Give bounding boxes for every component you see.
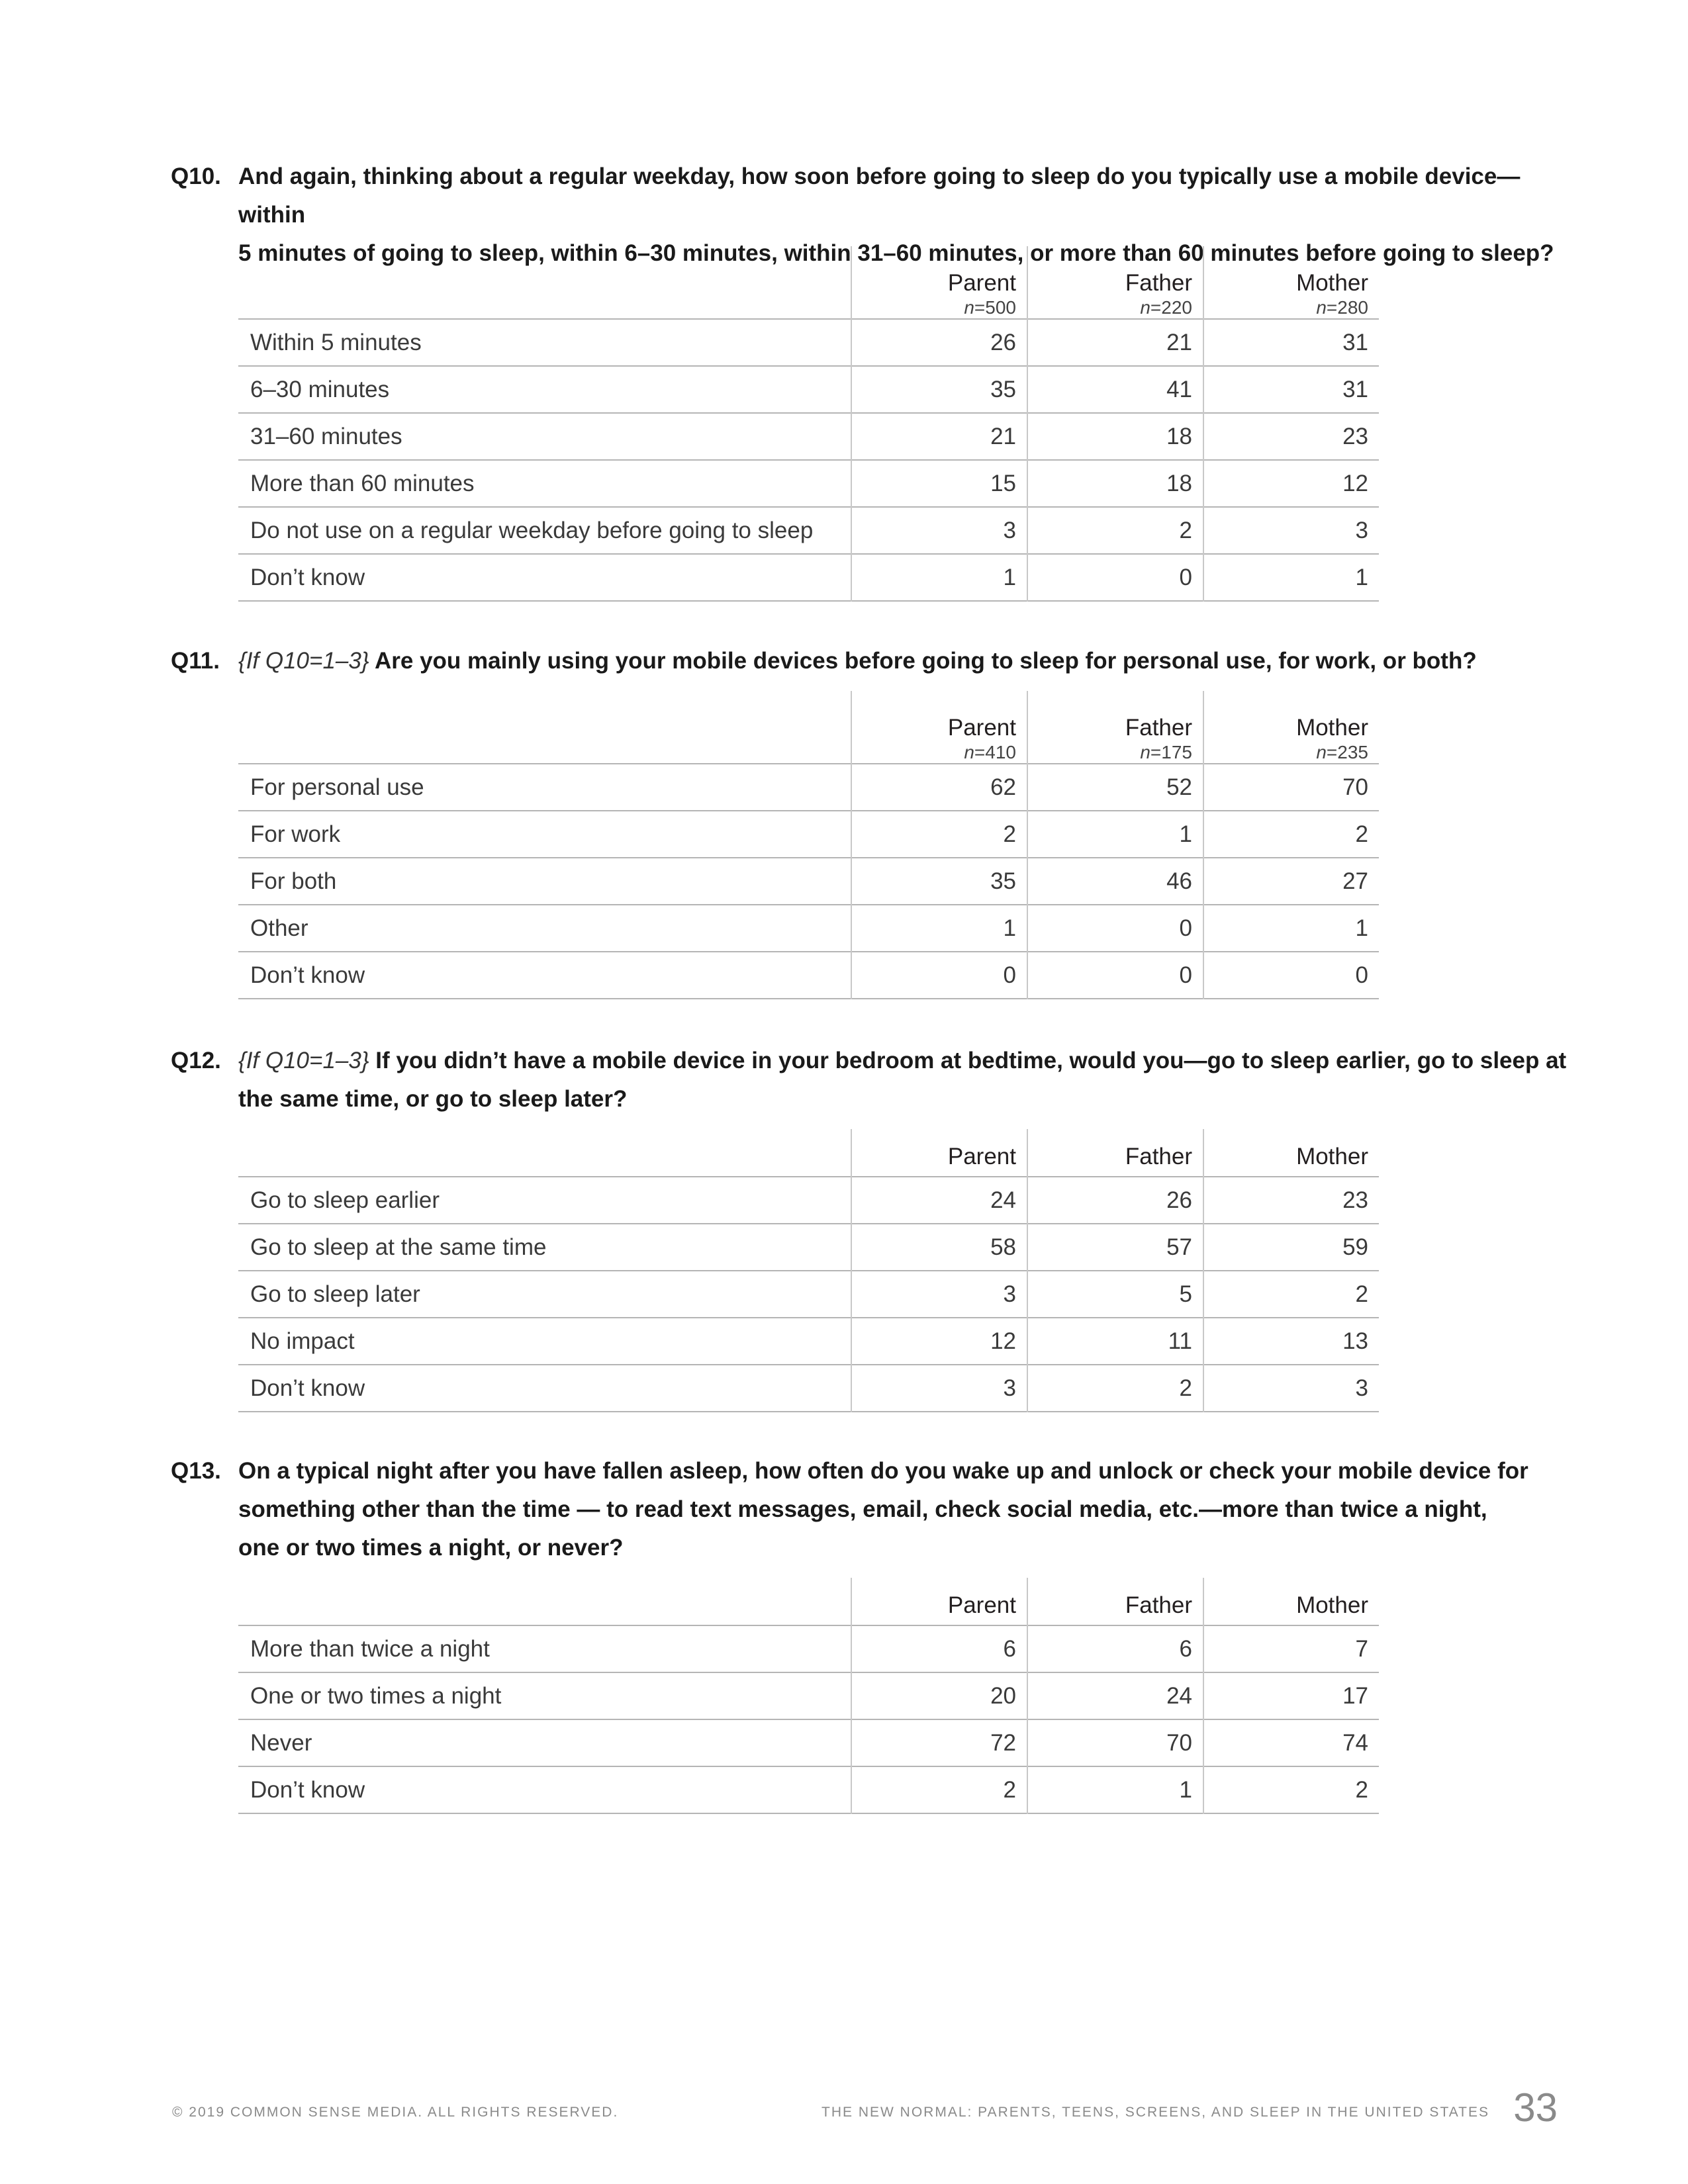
value-parent: 35 xyxy=(851,366,1027,413)
table-row xyxy=(238,319,1379,366)
table-row xyxy=(238,1766,1379,1813)
question-text xyxy=(171,1042,1568,1118)
footer-copyright: © 2019 COMMON SENSE MEDIA. ALL RIGHTS RESERVED. xyxy=(172,2105,619,2120)
value-parent: 72 xyxy=(851,1719,1027,1766)
value-mother: 1 xyxy=(1355,915,1368,941)
value-parent: 58 xyxy=(851,1224,1027,1271)
row-label: Don’t know xyxy=(238,554,851,601)
column-header-father: Father n=175 xyxy=(1027,691,1203,764)
row-label: Go to sleep later xyxy=(238,1271,851,1318)
value-father: 5 xyxy=(1027,1271,1203,1318)
row-label: 31–60 minutes xyxy=(238,413,851,460)
table-row xyxy=(238,811,1379,858)
row-label: Go to sleep at the same time xyxy=(238,1224,851,1271)
column-header-father: Father n=220 xyxy=(1027,246,1203,319)
column-header-parent: Parent xyxy=(851,1578,1027,1625)
question-filter: {If Q10=1–3} xyxy=(238,648,369,674)
question-q13 xyxy=(171,1452,1568,1567)
question-number: Q11. xyxy=(171,648,220,674)
question-number: Q13. xyxy=(171,1458,221,1484)
value-mother: 23 xyxy=(1342,423,1368,449)
value-mother: 74 xyxy=(1342,1729,1368,1756)
row-label: More than twice a night xyxy=(238,1625,851,1672)
value-mother: 27 xyxy=(1342,868,1368,894)
question-q12 xyxy=(171,1042,1568,1118)
row-label: 6–30 minutes xyxy=(238,366,851,413)
table-row xyxy=(238,554,1379,601)
value-father: 0 xyxy=(1027,952,1203,999)
table-row xyxy=(238,1672,1379,1719)
row-label: One or two times a night xyxy=(238,1672,851,1719)
value-parent: 35 xyxy=(851,858,1027,905)
column-header-parent: Parent n=410 xyxy=(851,691,1027,764)
table-row xyxy=(238,460,1379,507)
header-blank xyxy=(238,246,851,319)
value-parent: 21 xyxy=(851,413,1027,460)
value-mother: 70 xyxy=(1342,774,1368,800)
question-number: Q12. xyxy=(171,1048,221,1073)
value-mother: 12 xyxy=(1342,470,1368,496)
value-father: 26 xyxy=(1027,1177,1203,1224)
value-parent: 3 xyxy=(851,1365,1027,1412)
value-father: 57 xyxy=(1027,1224,1203,1271)
row-label: For both xyxy=(238,858,851,905)
question-line: Are you mainly using your mobile devices before going to sleep for personal use, for work, or both? xyxy=(374,648,1477,674)
question-line: the same time, or go to sleep later? xyxy=(238,1086,628,1112)
row-label: Don’t know xyxy=(238,1365,851,1412)
table-row xyxy=(238,1271,1379,1318)
value-father: 11 xyxy=(1027,1318,1203,1365)
column-header-mother: Mother n=280 xyxy=(1296,270,1368,318)
value-father: 0 xyxy=(1027,554,1203,601)
column-header-parent: Parent xyxy=(851,1129,1027,1177)
value-mother: 2 xyxy=(1355,1776,1368,1803)
value-parent: 20 xyxy=(851,1672,1027,1719)
table-row xyxy=(238,905,1379,952)
value-mother: 13 xyxy=(1342,1328,1368,1354)
value-parent: 1 xyxy=(851,554,1027,601)
value-father: 0 xyxy=(1027,905,1203,952)
table-row xyxy=(238,1719,1379,1766)
value-parent: 2 xyxy=(851,811,1027,858)
value-mother: 23 xyxy=(1342,1187,1368,1213)
row-label: Don’t know xyxy=(238,952,851,999)
results-table-q11 xyxy=(238,691,1379,999)
value-parent: 0 xyxy=(851,952,1027,999)
table-row xyxy=(238,1625,1379,1672)
value-mother: 59 xyxy=(1342,1234,1368,1260)
value-parent: 2 xyxy=(851,1766,1027,1813)
value-mother: 7 xyxy=(1355,1635,1368,1662)
row-label: No impact xyxy=(238,1318,851,1365)
value-mother: 0 xyxy=(1355,962,1368,988)
table-row xyxy=(238,366,1379,413)
row-label: Do not use on a regular weekday before going to sleep xyxy=(238,507,851,554)
value-father: 1 xyxy=(1027,811,1203,858)
value-father: 2 xyxy=(1027,507,1203,554)
value-parent: 3 xyxy=(851,1271,1027,1318)
question-line: On a typical night after you have fallen asleep, how often do you wake up and unlock or check your mobile device for xyxy=(238,1458,1528,1484)
value-parent: 15 xyxy=(851,460,1027,507)
column-header-mother: Mother n=235 xyxy=(1296,715,1368,762)
value-mother: 2 xyxy=(1355,821,1368,847)
value-parent: 62 xyxy=(851,764,1027,811)
column-header-parent: Parent n=500 xyxy=(851,246,1027,319)
value-mother: 2 xyxy=(1355,1281,1368,1307)
footer-report-title: THE NEW NORMAL: PARENTS, TEENS, SCREENS, AND SLEEP IN THE UNITED STATES xyxy=(821,2105,1489,2120)
row-label: Within 5 minutes xyxy=(238,319,851,366)
row-label: For personal use xyxy=(238,764,851,811)
row-label: Go to sleep earlier xyxy=(238,1177,851,1224)
value-father: 1 xyxy=(1027,1766,1203,1813)
row-label: For work xyxy=(238,811,851,858)
value-mother: 17 xyxy=(1342,1682,1368,1709)
value-parent: 12 xyxy=(851,1318,1027,1365)
value-father: 18 xyxy=(1027,460,1203,507)
table-row xyxy=(238,952,1379,999)
value-father: 18 xyxy=(1027,413,1203,460)
value-parent: 6 xyxy=(851,1625,1027,1672)
question-line: one or two times a night, or never? xyxy=(238,1535,624,1561)
question-text xyxy=(171,642,1568,680)
value-mother: 31 xyxy=(1342,376,1368,402)
value-parent: 1 xyxy=(851,905,1027,952)
value-mother: 1 xyxy=(1355,564,1368,590)
row-label: Never xyxy=(238,1719,851,1766)
question-filter: {If Q10=1–3} xyxy=(238,1048,369,1073)
table-row xyxy=(238,413,1379,460)
value-mother: 31 xyxy=(1342,329,1368,355)
value-mother: 3 xyxy=(1355,1375,1368,1401)
question-q11 xyxy=(171,642,1568,680)
table-row xyxy=(238,1365,1379,1412)
value-mother: 3 xyxy=(1355,517,1368,543)
table-row xyxy=(238,1224,1379,1271)
value-father: 46 xyxy=(1027,858,1203,905)
results-table-q13 xyxy=(238,1578,1379,1814)
table-row xyxy=(238,764,1379,811)
row-label: More than 60 minutes xyxy=(238,460,851,507)
question-line: 5 minutes of going to sleep, within 6–30 minutes, within 31–60 minutes, or more than 60 minutes before going to sleep? xyxy=(238,240,1554,266)
table-row xyxy=(238,858,1379,905)
column-header-father: Father xyxy=(1027,1129,1203,1177)
header-blank xyxy=(238,691,851,764)
header-blank xyxy=(238,1578,851,1625)
question-line: If you didn’t have a mobile device in your bedroom at bedtime, would you—go to sleep earlier, go to sleep at xyxy=(375,1048,1567,1073)
row-label: Don’t know xyxy=(238,1766,851,1813)
value-father: 24 xyxy=(1027,1672,1203,1719)
column-header-mother: Mother xyxy=(1296,1592,1368,1618)
question-line: something other than the time — to read text messages, email, check social media, etc.—more than twice a night, xyxy=(238,1496,1487,1522)
table-row xyxy=(238,1177,1379,1224)
results-table-q12 xyxy=(238,1129,1379,1412)
page-number: 33 xyxy=(1513,2085,1558,2130)
value-father: 41 xyxy=(1027,366,1203,413)
column-header-mother: Mother xyxy=(1296,1144,1368,1169)
value-parent: 24 xyxy=(851,1177,1027,1224)
table-row xyxy=(238,507,1379,554)
question-number: Q10. xyxy=(171,163,221,189)
value-father: 21 xyxy=(1027,319,1203,366)
header-blank xyxy=(238,1129,851,1177)
value-father: 52 xyxy=(1027,764,1203,811)
question-text xyxy=(171,1452,1568,1567)
value-parent: 26 xyxy=(851,319,1027,366)
results-table-q10 xyxy=(238,246,1379,602)
value-father: 70 xyxy=(1027,1719,1203,1766)
column-header-father: Father xyxy=(1027,1578,1203,1625)
value-father: 6 xyxy=(1027,1625,1203,1672)
value-parent: 3 xyxy=(851,507,1027,554)
question-line: And again, thinking about a regular weekday, how soon before going to sleep do you typically use a mobile device—within xyxy=(238,163,1521,228)
row-label: Other xyxy=(238,905,851,952)
table-row xyxy=(238,1318,1379,1365)
value-father: 2 xyxy=(1027,1365,1203,1412)
